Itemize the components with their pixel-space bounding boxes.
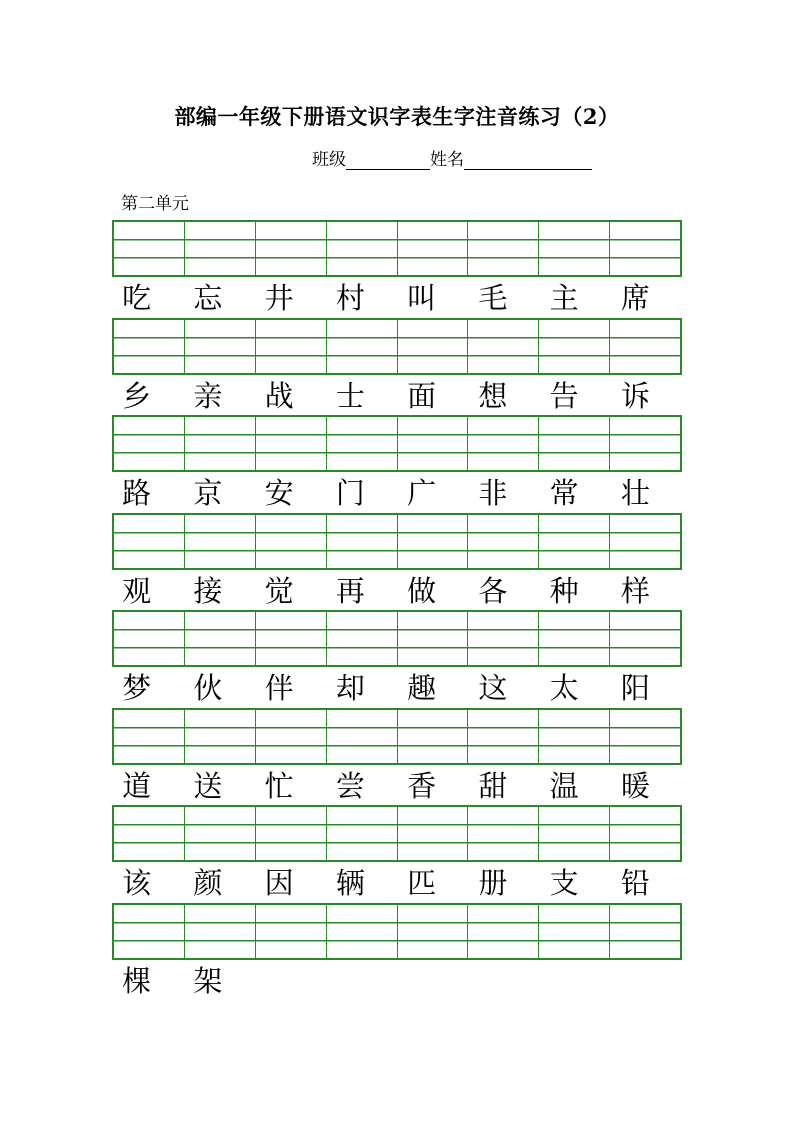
hanzi-character: 甜 — [478, 768, 508, 803]
hanzi-character: 铅 — [620, 866, 650, 900]
hanzi-character: 却 — [335, 671, 365, 705]
pinyin-writing-cell[interactable] — [539, 612, 610, 665]
hanzi-character: 战 — [264, 378, 294, 413]
pinyin-grid — [112, 415, 682, 472]
pinyin-writing-cell[interactable] — [327, 710, 398, 763]
character-row — [112, 668, 682, 708]
pinyin-writing-cell[interactable] — [256, 807, 327, 860]
hanzi-character: 观 — [122, 573, 152, 608]
pinyin-writing-cell[interactable] — [610, 320, 680, 373]
pinyin-writing-cell[interactable] — [327, 417, 398, 470]
hanzi-character: 梦 — [122, 671, 152, 705]
hanzi-character: 想 — [478, 378, 508, 413]
pinyin-writing-cell[interactable] — [539, 515, 610, 568]
pinyin-writing-cell[interactable] — [185, 807, 256, 860]
hanzi-character: 主 — [549, 281, 579, 315]
hanzi-character: 该 — [122, 866, 152, 900]
pinyin-writing-cell[interactable] — [256, 905, 327, 958]
pinyin-writing-cell[interactable] — [114, 417, 185, 470]
hanzi-character: 伙 — [193, 671, 223, 705]
class-label: 班级 — [312, 150, 346, 170]
pinyin-grid — [112, 805, 682, 862]
pinyin-writing-cell[interactable] — [114, 905, 185, 958]
hanzi-character: 香 — [407, 768, 437, 803]
pinyin-writing-cell[interactable] — [539, 320, 610, 373]
pinyin-writing-cell[interactable] — [468, 417, 539, 470]
hanzi-character: 士 — [335, 378, 365, 413]
pinyin-writing-cell[interactable] — [256, 515, 327, 568]
hanzi-character: 送 — [193, 768, 223, 803]
hanzi-character: 常 — [549, 476, 579, 510]
pinyin-writing-cell[interactable] — [185, 515, 256, 568]
hanzi-character: 告 — [549, 378, 579, 413]
hanzi-character: 井 — [264, 281, 294, 315]
hanzi-character: 支 — [549, 866, 579, 900]
pinyin-writing-cell[interactable] — [114, 612, 185, 665]
pinyin-grid — [112, 903, 682, 960]
pinyin-writing-cell[interactable] — [539, 222, 610, 275]
name-label: 姓名 — [430, 150, 464, 170]
pinyin-writing-cell[interactable] — [539, 710, 610, 763]
hanzi-character: 村 — [335, 281, 365, 315]
hanzi-character: 这 — [478, 671, 508, 705]
hanzi-character: 乡 — [122, 378, 152, 413]
character-row — [112, 473, 682, 513]
hanzi-character: 样 — [620, 573, 650, 608]
pinyin-writing-cell[interactable] — [114, 515, 185, 568]
hanzi-character: 觉 — [264, 573, 294, 608]
pinyin-writing-cell[interactable] — [398, 905, 469, 958]
hanzi-character: 因 — [264, 866, 294, 900]
hanzi-character: 种 — [549, 573, 579, 608]
character-row — [112, 376, 682, 416]
hanzi-character: 架 — [193, 963, 223, 998]
hanzi-character: 接 — [193, 573, 223, 608]
hanzi-character: 道 — [122, 768, 152, 803]
pinyin-writing-cell[interactable] — [256, 320, 327, 373]
pinyin-writing-cell[interactable] — [256, 417, 327, 470]
hanzi-character: 路 — [122, 476, 152, 510]
hanzi-character: 诉 — [620, 378, 650, 413]
pinyin-writing-cell[interactable] — [468, 320, 539, 373]
hanzi-character: 伴 — [264, 671, 294, 705]
pinyin-writing-cell[interactable] — [610, 515, 680, 568]
hanzi-character: 忘 — [193, 281, 223, 315]
pinyin-writing-cell[interactable] — [114, 807, 185, 860]
pinyin-grid — [112, 513, 682, 570]
pinyin-writing-cell[interactable] — [327, 222, 398, 275]
pinyin-writing-cell[interactable] — [327, 515, 398, 568]
pinyin-writing-cell[interactable] — [398, 710, 469, 763]
pinyin-writing-cell[interactable] — [398, 807, 469, 860]
page-title: 部编一年级下册语文识字表生字注音练习（2） — [174, 104, 620, 129]
hanzi-character: 棵 — [122, 963, 152, 998]
pinyin-writing-cell[interactable] — [468, 612, 539, 665]
pinyin-writing-cell[interactable] — [256, 222, 327, 275]
character-row — [112, 863, 682, 903]
pinyin-writing-cell[interactable] — [610, 417, 680, 470]
pinyin-writing-cell[interactable] — [398, 320, 469, 373]
character-row — [112, 961, 682, 1001]
hanzi-character: 毛 — [478, 281, 508, 315]
character-row — [112, 571, 682, 611]
pinyin-grid — [112, 318, 682, 375]
hanzi-character: 册 — [478, 866, 508, 900]
pinyin-writing-cell[interactable] — [539, 417, 610, 470]
hanzi-character: 吃 — [122, 281, 152, 315]
hanzi-character: 门 — [335, 476, 365, 510]
pinyin-writing-cell[interactable] — [185, 905, 256, 958]
pinyin-writing-cell[interactable] — [327, 905, 398, 958]
hanzi-character: 面 — [407, 378, 437, 413]
pinyin-writing-cell[interactable] — [468, 807, 539, 860]
character-row — [112, 766, 682, 806]
hanzi-character: 忙 — [264, 768, 294, 803]
pinyin-writing-cell[interactable] — [327, 807, 398, 860]
hanzi-character: 亲 — [193, 378, 223, 413]
hanzi-character: 安 — [264, 476, 294, 510]
hanzi-character: 暖 — [620, 768, 650, 803]
pinyin-writing-cell[interactable] — [185, 612, 256, 665]
pinyin-writing-cell[interactable] — [468, 710, 539, 763]
pinyin-writing-cell[interactable] — [398, 515, 469, 568]
pinyin-writing-cell[interactable] — [327, 612, 398, 665]
pinyin-grid — [112, 708, 682, 765]
pinyin-writing-cell[interactable] — [114, 320, 185, 373]
pinyin-writing-cell[interactable] — [398, 612, 469, 665]
pinyin-writing-cell[interactable] — [398, 417, 469, 470]
pinyin-writing-cell[interactable] — [185, 320, 256, 373]
hanzi-character: 阳 — [620, 671, 650, 705]
pinyin-writing-cell[interactable] — [610, 710, 680, 763]
hanzi-character: 再 — [335, 573, 365, 608]
character-row — [112, 278, 682, 318]
pinyin-writing-cell[interactable] — [256, 612, 327, 665]
hanzi-character: 广 — [407, 476, 437, 510]
pinyin-writing-cell[interactable] — [610, 612, 680, 665]
pinyin-writing-cell[interactable] — [610, 222, 680, 275]
pinyin-writing-cell[interactable] — [114, 222, 185, 275]
hanzi-character: 京 — [193, 476, 223, 510]
pinyin-writing-cell[interactable] — [468, 222, 539, 275]
hanzi-character: 壮 — [620, 476, 650, 510]
pinyin-grid — [112, 220, 682, 277]
hanzi-character: 做 — [407, 573, 437, 608]
hanzi-character: 温 — [549, 768, 579, 803]
hanzi-character: 太 — [549, 671, 579, 705]
pinyin-grid — [112, 610, 682, 667]
hanzi-character: 辆 — [335, 866, 365, 900]
hanzi-character: 各 — [478, 573, 508, 608]
pinyin-writing-cell[interactable] — [610, 905, 680, 958]
pinyin-writing-cell[interactable] — [539, 905, 610, 958]
hanzi-character: 非 — [478, 476, 508, 510]
pinyin-writing-cell[interactable] — [114, 710, 185, 763]
pinyin-writing-cell[interactable] — [468, 905, 539, 958]
pinyin-writing-cell[interactable] — [185, 710, 256, 763]
hanzi-character: 颜 — [193, 866, 223, 900]
unit-label: 第二单元 — [121, 194, 189, 214]
pinyin-writing-cell[interactable] — [185, 222, 256, 275]
pinyin-writing-cell[interactable] — [539, 807, 610, 860]
pinyin-writing-cell[interactable] — [398, 222, 469, 275]
hanzi-character: 叫 — [407, 281, 437, 315]
pinyin-writing-cell[interactable] — [185, 417, 256, 470]
hanzi-character: 匹 — [407, 866, 437, 900]
pinyin-writing-cell[interactable] — [610, 807, 680, 860]
hanzi-character: 趣 — [407, 671, 437, 705]
pinyin-writing-cell[interactable] — [256, 710, 327, 763]
pinyin-writing-cell[interactable] — [468, 515, 539, 568]
hanzi-character: 尝 — [335, 768, 365, 803]
hanzi-character: 席 — [620, 281, 650, 315]
pinyin-writing-cell[interactable] — [327, 320, 398, 373]
